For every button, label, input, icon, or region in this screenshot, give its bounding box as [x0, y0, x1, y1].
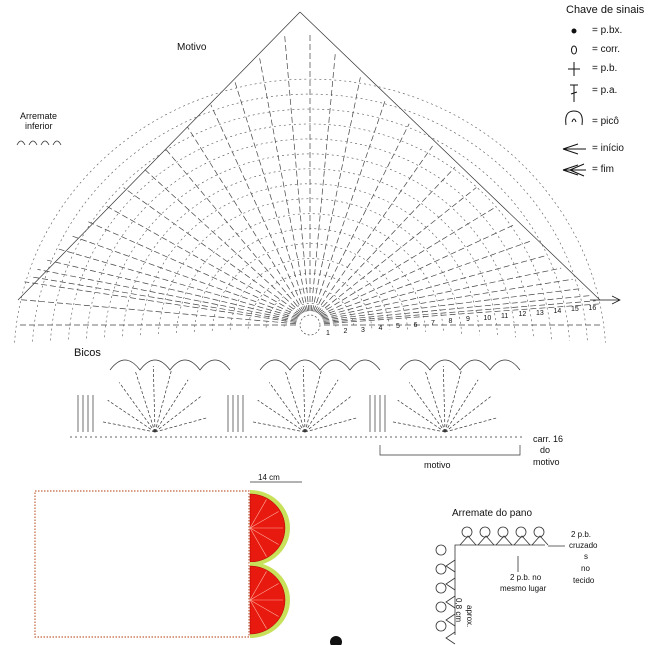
motif-stitch-ray — [324, 296, 591, 322]
bicos-fan-ray — [445, 418, 498, 432]
motif-row-number: 9 — [466, 316, 470, 324]
motif-row-number: 14 — [553, 307, 562, 315]
bicos-fan-ray — [409, 382, 445, 432]
tall-stitch-symbol-icon — [570, 85, 578, 102]
bicos-picot-arc — [400, 360, 520, 370]
motif-stitch-ray — [319, 207, 496, 315]
cloth-edge-cross-stitch — [496, 536, 512, 545]
motif-stitch-ray — [30, 277, 297, 322]
motif-row-number: 11 — [501, 313, 509, 320]
cloth-edge-picot-top — [480, 527, 490, 537]
motif-stitch-ray — [320, 224, 515, 315]
lower-edging-picot — [53, 141, 61, 145]
bicos-fan-ray — [445, 397, 491, 432]
bicos-fan-ray — [392, 422, 445, 432]
cloth-approx-line2: 0,8 cm — [454, 598, 463, 623]
motif-stitch-ray — [285, 36, 309, 311]
legend-label-pa: = p.a. — [592, 85, 618, 96]
motif-stitch-ray — [311, 54, 335, 312]
cloth-edge-picot-top — [516, 527, 526, 537]
bicos-fan-ray — [443, 366, 445, 432]
cloth-edge-picot-left — [436, 621, 446, 631]
towel-rectangle — [35, 491, 249, 637]
legend-label-start: = início — [592, 143, 624, 154]
bicos-picot-arc — [110, 360, 230, 370]
legend-label-pb: = p.b. — [592, 63, 618, 74]
bicos-chain-note-line2: do — [540, 445, 551, 455]
motif-label: Motivo — [177, 42, 207, 53]
oval-chain-symbol-icon — [572, 46, 577, 54]
motif-row-number: 10 — [483, 314, 492, 322]
legend-label-corr: = corr. — [592, 44, 621, 55]
motif-edge-right — [300, 12, 600, 300]
cloth-edge-cross-stitch — [460, 536, 476, 545]
bicos-fan-ray — [285, 371, 305, 432]
lower-edging-picot — [41, 141, 49, 145]
cloth-edging-title: Arremate do pano — [452, 508, 533, 519]
cloth-note-crossed-line5: tecido — [573, 576, 595, 585]
bicos-fan-ray — [153, 366, 155, 432]
end-arrow-symbol-icon — [563, 164, 586, 176]
bicos-fan-ray — [425, 371, 445, 432]
motif-stitch-ray — [72, 236, 298, 317]
bicos-fan-ray — [102, 422, 155, 432]
cloth-note-crossed-line3: s — [584, 552, 588, 561]
cloth-edge-cross-stitch — [514, 536, 530, 545]
bicos-fan-ray — [269, 382, 305, 432]
bicos-fan-ray — [303, 366, 305, 432]
cloth-edge-picot-left — [436, 583, 446, 593]
legend-label-pbx: = p.bx. — [592, 25, 623, 36]
cloth-note-same-line1: 2 p.b. no — [510, 573, 542, 582]
bicos-fan-ray — [108, 400, 155, 432]
legend-label-picot: = picô — [592, 116, 619, 127]
bicos-fan-ray — [155, 369, 172, 432]
cloth-edge-picot-top — [462, 527, 472, 537]
bicos-fan-ray — [135, 371, 155, 432]
motif-row-number: 7 — [431, 319, 435, 327]
bicos-picot-arc — [260, 360, 380, 370]
bicos-fan-ray — [119, 382, 155, 432]
cloth-approx-line1: aprox. — [465, 605, 474, 628]
bicos-fan-ray — [398, 400, 445, 432]
lower-edging-label-line2: inferior — [25, 121, 53, 131]
motif-row-number: 2 — [343, 328, 348, 336]
motif-stitch-ray — [59, 249, 298, 318]
bicos-fan-ray — [305, 418, 358, 432]
motif-stitch-ray — [21, 300, 296, 324]
bicos-fan-ray — [445, 369, 462, 432]
motif-row-number: 4 — [378, 324, 383, 332]
bicos-fan-ray — [155, 397, 201, 432]
motif-stitch-ray — [315, 124, 409, 312]
bicos-fan-ray — [305, 397, 351, 432]
bicos-fan-ray — [252, 422, 305, 432]
legend-title: Chave de sinais — [566, 4, 645, 16]
cloth-edge-picot-left — [436, 545, 446, 555]
cloth-edge-picot-top — [534, 527, 544, 537]
cloth-note-same-line2: mesmo lugar — [500, 584, 547, 593]
plus-symbol-icon — [568, 62, 580, 76]
motif-stitch-ray — [88, 222, 299, 316]
bicos-fan-ray — [305, 380, 338, 432]
cloth-edge-side-stitch — [446, 560, 455, 572]
legend-label-end: = fim — [592, 164, 614, 175]
bicos-motivo-label: motivo — [424, 460, 451, 470]
dot-symbol-icon — [572, 29, 576, 33]
motif-stitch-rays — [18, 12, 623, 325]
bicos-fan-ray — [305, 369, 322, 432]
towel-dimension-label: 14 cm — [258, 473, 280, 482]
cloth-note-crossed-line2: cruzado — [569, 541, 598, 550]
motif-stitch-ray — [211, 105, 305, 312]
cloth-note-crossed-line1: 2 p.b. — [571, 530, 592, 539]
motif-row-number: 13 — [536, 309, 544, 317]
bicos-label: Bicos — [74, 347, 101, 359]
bicos-fan-ray — [155, 418, 208, 432]
motif-row-number: 3 — [361, 326, 365, 334]
motif-stitch-ray — [260, 58, 308, 311]
motif-stitch-ray — [24, 282, 296, 323]
page-dot — [330, 636, 342, 645]
bicos-chain-note-line3: motivo — [533, 457, 560, 467]
cloth-note-crossed-line4: no — [581, 564, 590, 573]
motif-stitch-ray — [316, 146, 433, 312]
motif-row-number: 5 — [396, 323, 400, 331]
cloth-edge-picot-left — [436, 602, 446, 612]
lower-edging-label-line1: Arremate — [20, 111, 58, 121]
motif-stitch-ray — [165, 148, 303, 313]
bicos-stitch-drawing — [70, 360, 525, 455]
lower-edging-drawing — [17, 141, 61, 145]
motif-stitch-ray — [47, 260, 297, 319]
motif-start-arrow — [590, 296, 620, 304]
motif-center-ring — [300, 315, 320, 335]
motif-row-number: 12 — [518, 311, 527, 319]
motif-stitch-ray — [144, 169, 302, 314]
motif-stitch-ray — [187, 127, 304, 312]
motif-row-number: 8 — [448, 318, 453, 326]
motif-row-number: 15 — [571, 306, 579, 314]
bicos-fan-ray — [155, 380, 188, 432]
cloth-edge-picot-left — [436, 564, 446, 574]
bicos-fan-ray — [258, 400, 305, 432]
cloth-edge-cross-stitch — [478, 536, 494, 545]
cloth-edge-picot-top — [498, 527, 508, 537]
bicos-fan-ray — [445, 380, 478, 432]
bicos-chain-note-line1: carr. 16 — [533, 434, 564, 444]
motif-row-number: 6 — [413, 321, 418, 329]
lower-edging-picot — [29, 141, 37, 145]
bicos-motivo-bracket — [380, 445, 520, 455]
towel-drawing — [35, 482, 342, 645]
motif-row-number: 1 — [326, 330, 330, 337]
cloth-edge-side-stitch — [446, 632, 455, 644]
legend-symbols — [563, 29, 586, 176]
cloth-edge-cross-stitch — [532, 536, 548, 545]
cloth-edge-side-stitch — [446, 578, 455, 590]
motif-stitch-ray — [124, 188, 301, 315]
lower-edging-picot — [17, 141, 25, 145]
picot-symbol-icon — [566, 111, 583, 125]
start-arrow-symbol-icon — [563, 144, 586, 154]
motif-row-number: 16 — [588, 304, 597, 312]
